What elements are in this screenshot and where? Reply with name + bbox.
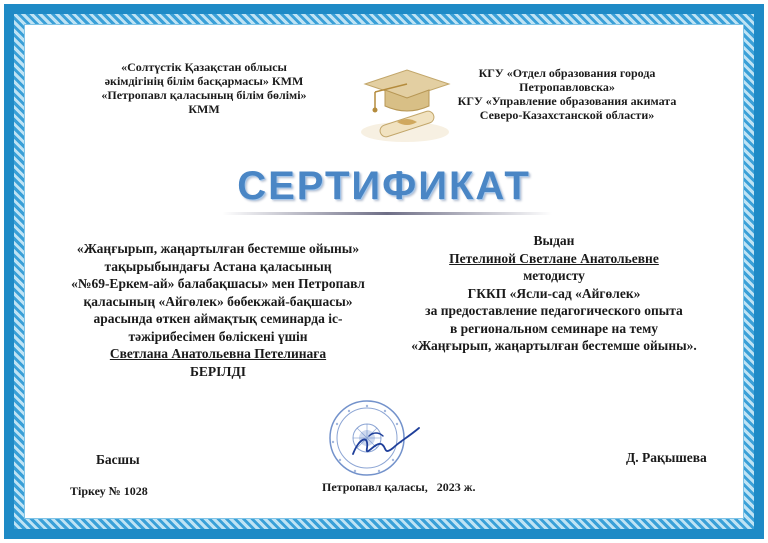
header-right-line: Северо-Казахстанской области» (479, 108, 655, 122)
left-line: тақырыбындағы Астана қаласының (104, 258, 332, 274)
right-line: ГККП «Ясли-сад «Айгөлек» (467, 285, 641, 301)
right-line: за предоставление педагогического опыта (425, 303, 683, 318)
russian-text-block (396, 232, 712, 355)
kazakh-text-block (60, 240, 376, 380)
recipient-name-kazakh: Светлана Анатольевна Петелинаға (109, 346, 327, 361)
left-line: қаласының «Айгөлек» бөбекжай-бақшасы» (83, 293, 353, 309)
right-line: «Жаңғырып, жаңартылған бестемше ойыны». (411, 338, 697, 353)
right-line: методисту (523, 268, 585, 283)
header-left-kazakh (86, 60, 322, 116)
certificate-title: СЕРТИФИКАТ (237, 164, 531, 208)
left-line: арасында өткен аймақтық семинарда іс- (93, 311, 343, 326)
official-seal-icon (323, 398, 427, 478)
issued-label: БЕРІЛДІ (189, 363, 247, 379)
header-right-line: КГУ «Отдел образования города Петропавловска» (478, 66, 656, 94)
registration-number: Тіркеу № 1028 (70, 484, 148, 498)
signatory-name: Д. Рақышева (626, 450, 707, 465)
title-underline (222, 212, 552, 215)
left-line: «Жаңғырып, жаңартылған бестемше ойыны» (76, 241, 360, 256)
header-right-russian (436, 66, 698, 122)
header-left-line: әкімдігінің білім басқармасы» КММ (104, 74, 304, 88)
left-line: тәжірибесімен бөлiскені үшін (128, 328, 308, 344)
header-right-line: КГУ «Управление образования акимата (457, 94, 677, 108)
right-line: в региональном семинаре на тему (449, 320, 659, 336)
recipient-name-russian: Петелиной Светлане Анатольевне (449, 250, 659, 266)
header-left-line: «Солтүстік Қазақстан облысы (121, 60, 287, 74)
left-line: «№69-Еркем-ай» балабақшасы» мен Петропавл (71, 276, 365, 291)
header-left-line: «Петропавл қаласының білім бөлімі» КММ (101, 88, 307, 116)
city-date: Петропавл қаласы, 2023 ж. (322, 480, 476, 494)
head-label: Басшы (96, 452, 140, 467)
right-line: Выдан (533, 233, 575, 248)
